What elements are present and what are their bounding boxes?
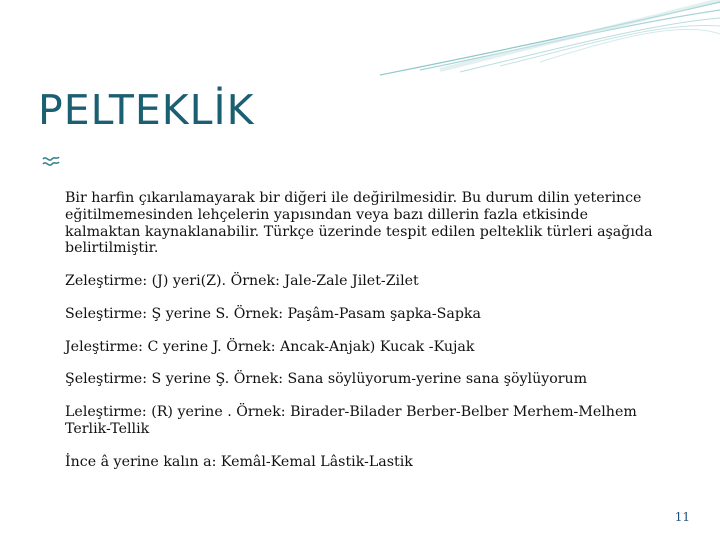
list-item: İnce â yerine kalın a: Kemâl-Kemal Lâstik-Lastik [65,453,413,470]
list-item: Şeleştirme: S yerine Ş. Örnek: Sana söylüyorum-yerine sana şöylüyorum [65,371,588,388]
slide-body [65,190,665,486]
list-item: Leleştirme: (R) yerine . Örnek: Birader-Bilader Berber-Belber Merhem-Melhem Terlik-Tellik [65,404,637,437]
decorative-curves [0,0,720,80]
page-number: 11 [674,510,690,524]
list-item: Zeleştirme: (J) yeri(Z). Örnek: Jale-Zale Jilet-Zilet [65,273,419,289]
intro-paragraph: Bir harfin çıkarılamayarak bir diğeri ile değirilmesidir. Bu durum dilin yeterince eğitilmemesinden lehçelerin yapısından veya bazı dillerin fazla etkisinde kalmaktan kaynaklanabilir. Türkçe üzerinde tespit edilen pelteklik türleri aşağıda belirtilmiştir. [65,190,653,257]
list-item: Seleştirme: Ş yerine S. Örnek: Paşâm-Pasam şapka-Sapka [65,305,481,322]
slide-title: PELTEKLİK [38,86,255,134]
wave-bullet-icon [42,154,60,168]
list-item: Jeleştirme: C yerine J. Örnek: Ancak-Anjak) Kucak -Kujak [65,338,475,355]
